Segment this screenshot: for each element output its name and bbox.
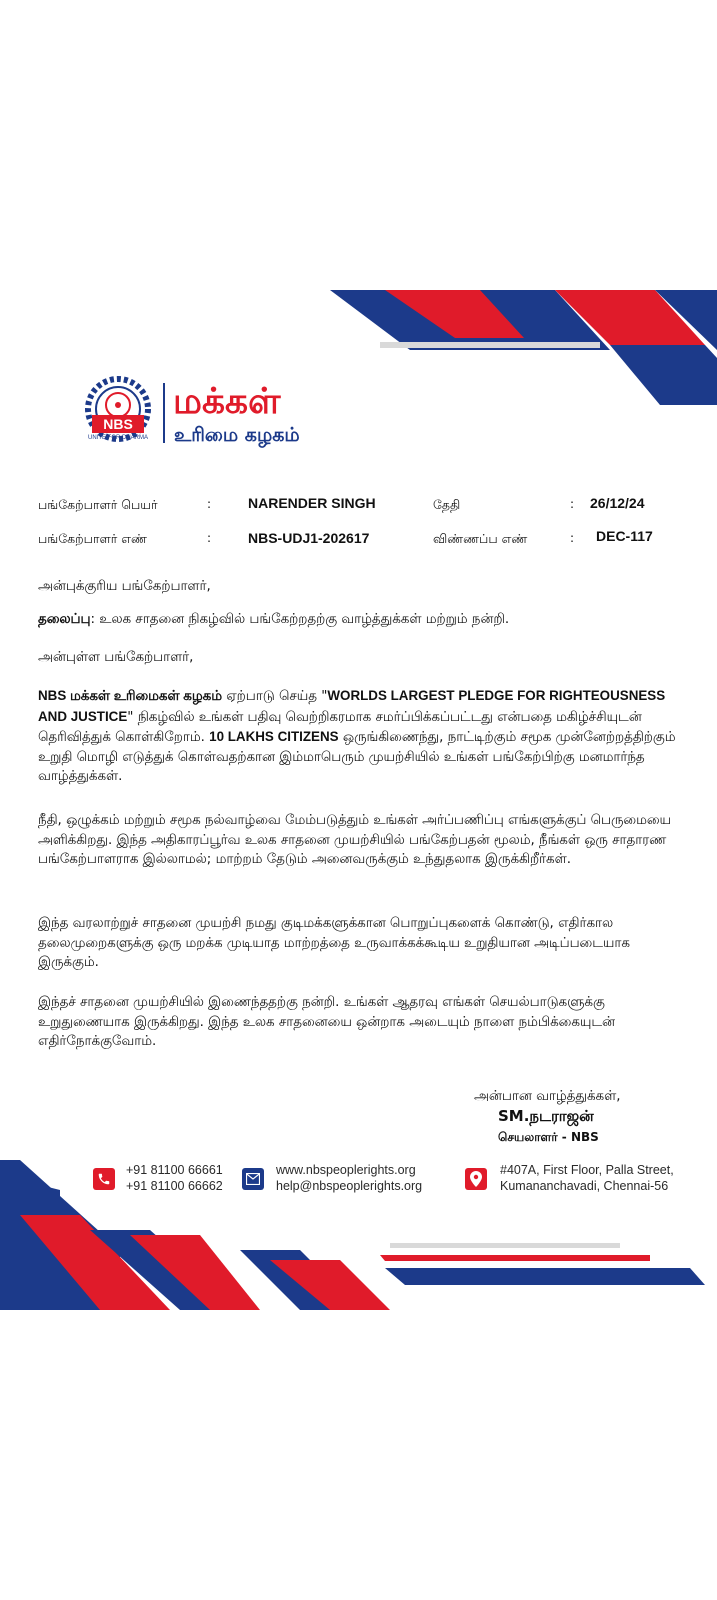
paragraph-1-part-a: ஏற்பாடு செய்த " <box>221 689 328 704</box>
logo-letters: NBS <box>103 416 133 432</box>
greeting: அன்புள்ள பங்கேற்பாளர், <box>38 650 194 665</box>
colon: : <box>570 531 575 545</box>
website[interactable]: www.nbspeoplerights.org <box>276 1163 416 1177</box>
phone-1: +91 81100 66661 <box>126 1163 223 1177</box>
organization-logo <box>78 375 318 455</box>
participant-number-label: பங்கேற்பாளர் எண் <box>38 531 147 546</box>
paragraph-4: இந்தச் சாதனை முயற்சியில் இணைந்ததற்கு நன்றி. உங்கள் ஆதரவு எங்கள் செயல்பாடுகளுக்கு உறுதுணையாக இருக்கிறது. இந்த உலக சாதனையை ஒன்றாக அடையும் நாளை நம்பிக்கையுடன் எதிர்நோக்குவோம். <box>38 995 616 1049</box>
logo-tagline: UNITE FOR DHARMA <box>88 435 148 441</box>
salutation: அன்புக்குரிய பங்கேற்பாளர், <box>38 579 211 594</box>
signer-name: SM.நடராஜன் <box>498 1107 594 1125</box>
paragraph-1 <box>38 686 678 787</box>
web-contact <box>276 1162 422 1194</box>
brand-title-line1: மக்கள் <box>173 381 281 422</box>
application-number-label: விண்ணப்ப எண் <box>433 531 528 546</box>
phone-2: +91 81100 66662 <box>126 1179 223 1193</box>
application-number: DEC-117 <box>596 528 653 544</box>
date-label: தேதி <box>433 497 461 512</box>
address-line-2: Kumananchavadi, Chennai-56 <box>500 1179 669 1193</box>
paragraph-1-part-c: ஒருங்கிணைந்து, நாட்டிற்கும் சமூக முன்னேற்றத்திற்கும் உறுதி மொழி எடுத்துக் கொள்வதற்கான இம்மாபெரும் முயற்சியில் உங்கள் பங்கேற்பிற்கு மனமார்ந்த வாழ்த்துக்கள். <box>38 730 676 784</box>
paragraph-3: இந்த வரலாற்றுச் சாதனை முயற்சி நமது குடிமக்களுக்கான பொறுப்புகளைக் கொண்டு, எதிர்கால தலைமுறைகளுக்கு ஒரு மறக்க முடியாத மாற்றத்தை உருவாக்கக்கூடிய உறுதியான அடிப்படையாக இருக்கும். <box>38 916 630 970</box>
subject-line <box>38 610 678 630</box>
participant-count: 10 LAKHS CITIZENS <box>209 729 339 744</box>
participant-number: NBS-UDJ1-202617 <box>248 530 370 546</box>
participant-name: NARENDER SINGH <box>248 495 376 511</box>
closing: அன்பான வாழ்த்துக்கள், <box>474 1089 621 1104</box>
signer-title: செயலாளர் - NBS <box>498 1130 599 1144</box>
date-value: 26/12/24 <box>590 495 645 511</box>
address-line-1: #407A, First Floor, Palla Street, <box>500 1163 674 1177</box>
event-name: WORLDS LARGEST PLEDGE FOR RIGHTEOUSNESS AND JUSTICE <box>38 688 666 724</box>
phone-numbers <box>126 1162 223 1194</box>
subject-text: : உலக சாதனை நிகழ்வில் பங்கேற்றதற்கு வாழ்த்துக்கள் மற்றும் நன்றி. <box>90 612 510 627</box>
brand-title-line2: உரிமை கழகம் <box>174 424 300 446</box>
subject-label: தலைப்பு <box>38 612 91 627</box>
organization-name: NBS மக்கள் உரிமைகள் கழகம் <box>38 688 222 703</box>
email[interactable]: help@nbspeoplerights.org <box>276 1179 423 1193</box>
colon: : <box>570 497 575 511</box>
phone-icon <box>93 1168 115 1190</box>
address <box>500 1162 674 1194</box>
participant-name-label: பங்கேற்பாளர் பெயர் <box>38 497 158 512</box>
mail-icon <box>242 1168 264 1190</box>
colon: : <box>207 531 212 545</box>
colon: : <box>207 497 212 511</box>
paragraph-1-part-b: " நிகழ்வில் உங்கள் பதிவு வெற்றிகரமாக சமர்ப்பிக்கப்பட்டது என்பதை மகிழ்ச்சியுடன் தெரிவித்துக் கொள்கிறோம். <box>38 709 642 745</box>
paragraph-2: நீதி, ஒழுக்கம் மற்றும் சமூக நல்வாழ்வை மேம்படுத்தும் உங்கள் அர்ப்பணிப்பு எங்களுக்குப் பெருமையை அளிக்கிறது. இந்த அதிகாரப்பூர்வ உலக சாதனை முயற்சியில் பங்கேற்பதன் மூலம், நீங்கள் ஒரு சாதாரண பங்கேற்பாளராக இல்லாமல்; மாற்றம் தேடும் அனைவருக்கும் உந்துதலாக இருக்கிறீர்கள். <box>38 813 672 867</box>
location-pin-icon <box>465 1168 487 1190</box>
